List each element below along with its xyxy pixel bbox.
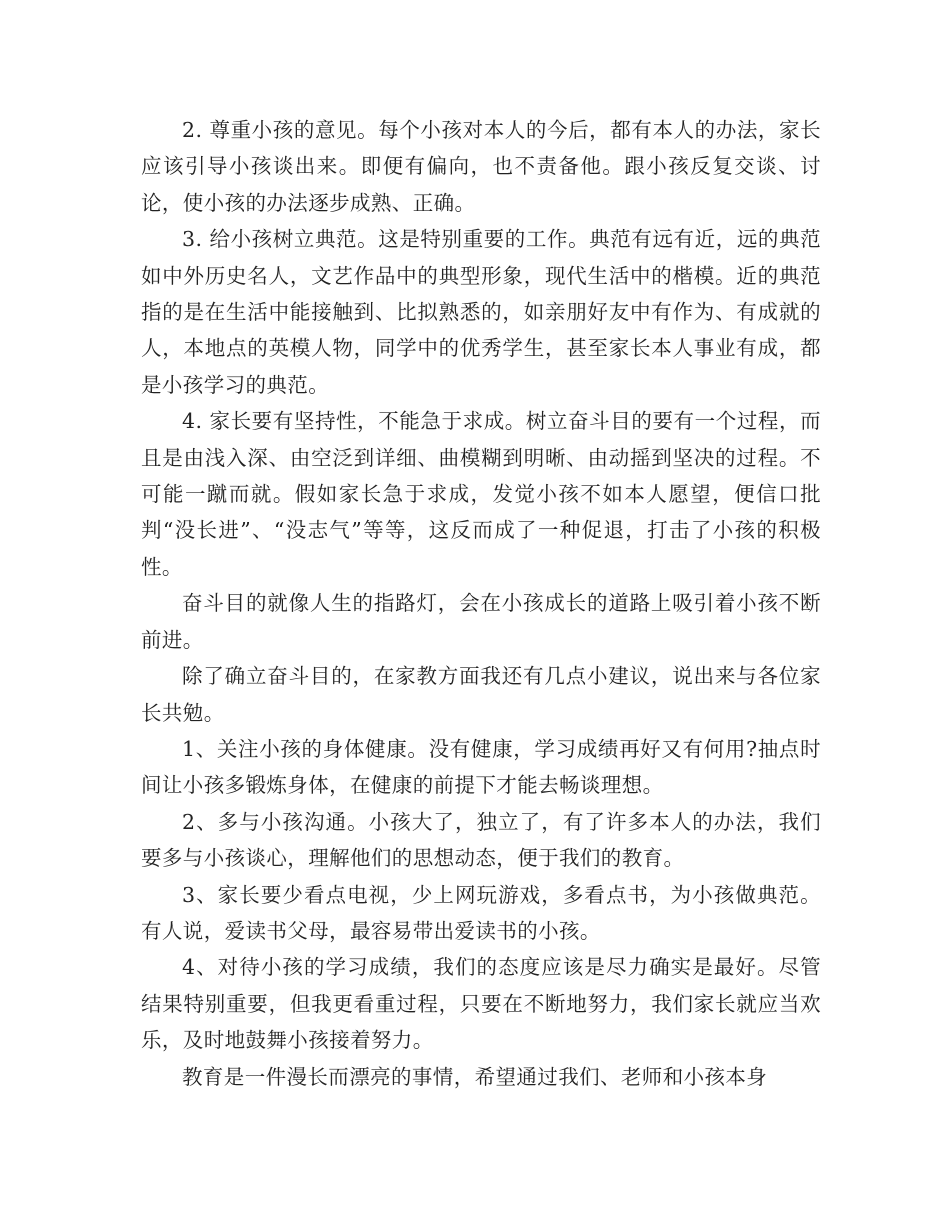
document-body [141, 112, 821, 1095]
paragraph-grades-attitude: 4、对待小孩的学习成绩，我们的态度应该是尽力确实是最好。尽管结果特别重要，但我更看重过程，只要在不断地努力，我们家长就应当欢乐，及时地鼓舞小孩接着努力。 [141, 955, 821, 1053]
paragraph-respect-opinions: 2. 尊重小孩的意见。每个小孩对本人的今后，都有本人的办法，家长应该引导小孩谈出来。即便有偏向，也不责备他。跟小孩反复交谈、讨论，使小孩的办法逐步成熟、正确。 [141, 118, 821, 215]
paragraph-reading-example: 3、家长要少看点电视，少上网玩游戏，多看点书，为小孩做典范。有人说，爱读书父母，最容易带出爱读书的小孩。 [141, 882, 821, 943]
paragraph-health: 1、关注小孩的身体健康。没有健康，学习成绩再好又有何用?抽点时间让小孩多锻炼身体，在健康的前提下才能去畅谈理想。 [141, 736, 821, 798]
paragraph-suggestions-intro: 除了确立奋斗目的，在家教方面我还有几点小建议，说出来与各位家长共勉。 [141, 664, 821, 725]
paragraph-education-closing: 教育是一件漫长而漂亮的事情，希望通过我们、老师和小孩本身 [182, 1064, 768, 1089]
paragraph-communication: 2、多与小孩沟通。小孩大了，独立了，有了许多本人的办法，我们要多与小孩谈心，理解他们的思想动态，便于我们的教育。 [141, 809, 821, 871]
paragraph-guiding-light: 奋斗目的就像人生的指路灯，会在小孩成长的道路上吸引着小孩不断前进。 [141, 591, 821, 652]
paragraph-set-examples: 3. 给小孩树立典范。这是特别重要的工作。典范有远有近，远的典范如中外历史名人，文艺作品中的典型形象，现代生活中的楷模。近的典范指的是在生活中能接触到、比拟熟悉的，如亲朋好友中有作为、有成就的人，本地点的英模人物，同学中的优秀学生，甚至家长本人事业有成，都是小孩学习的典范。 [141, 227, 821, 397]
paragraph-persistence: 4. 家长要有坚持性，不能急于求成。树立奋斗目的要有一个过程，而且是由浅入深、由空泛到详细、曲模糊到明晰、由动摇到坚决的过程。不可能一蹴而就。假如家长急于求成，发觉小孩不如本人愿望，便信口批判“没长进”、“没志气”等等，这反而成了一种促退，打击了小孩的积极性。 [141, 409, 821, 579]
